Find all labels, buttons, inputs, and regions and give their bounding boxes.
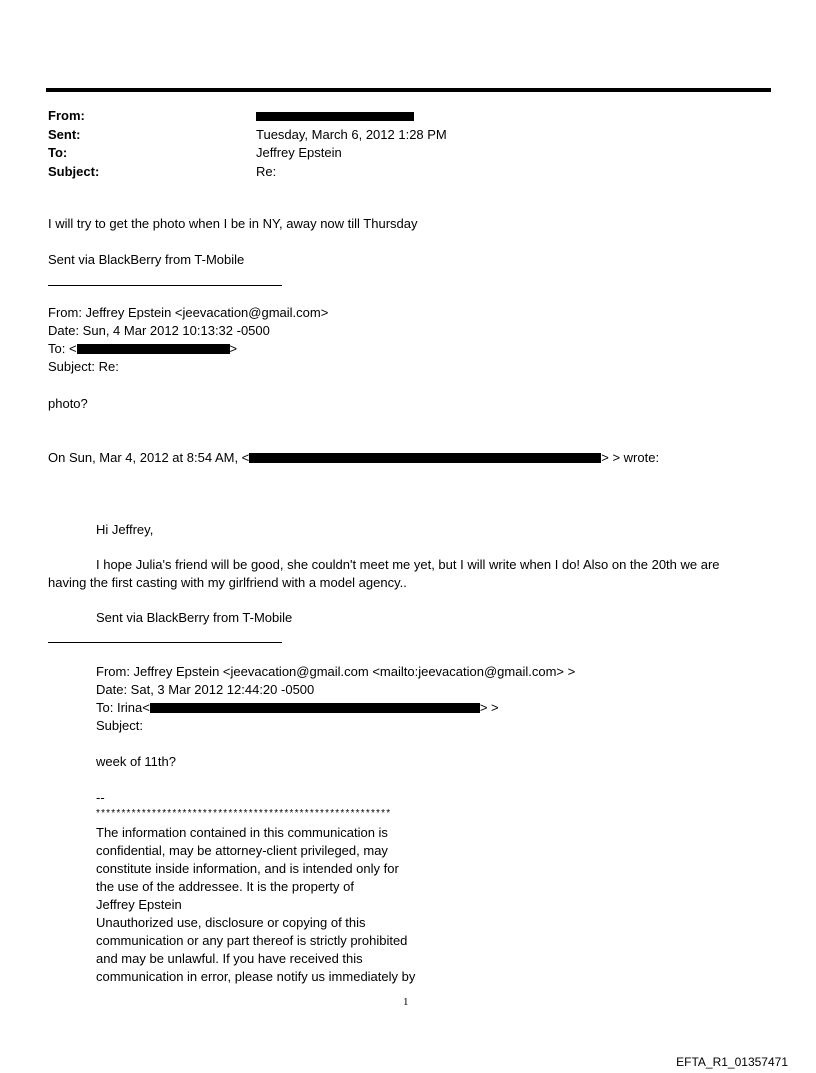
header-rule: [46, 88, 771, 92]
disclaimer-line: constitute inside information, and is intended only for: [96, 861, 399, 876]
quoted-paragraph-line1: I hope Julia's friend will be good, she couldn't meet me yet, but I will write when I do! Also on the 20th we are: [96, 557, 720, 572]
to-value: Jeffrey Epstein: [256, 145, 342, 160]
on-wrote-prefix: On Sun, Mar 4, 2012 at 8:54 AM, <: [48, 450, 250, 465]
reply1-body: photo?: [48, 396, 88, 411]
disclaimer-line: Unauthorized use, disclosure or copying of this: [96, 915, 366, 930]
reply1-subject: Subject: Re:: [48, 359, 119, 374]
subject-label: Subject:: [48, 163, 100, 179]
disclaimer-line: communication in error, please notify us immediately by: [96, 969, 416, 984]
quoted-greeting: Hi Jeffrey,: [96, 522, 154, 537]
redaction-bar: [249, 453, 601, 463]
separator-line: [48, 642, 282, 643]
disclaimer-stars: **********************************************************: [96, 808, 392, 819]
disclaimer-line: confidential, may be attorney-client privileged, may: [96, 843, 388, 858]
reply2-to-suffix: > >: [479, 700, 499, 715]
quoted-signature: Sent via BlackBerry from T-Mobile: [96, 610, 293, 625]
reply1-to-prefix: To: <: [48, 341, 77, 356]
subject-value: Re:: [256, 163, 277, 179]
page-number: 1: [403, 996, 409, 1008]
reply1-from: From: Jeffrey Epstein <jeevacation@gmail.com>: [48, 305, 329, 320]
from-value-redacted: [256, 108, 414, 123]
disclaimer-text: [96, 824, 415, 986]
disclaimer-line: communication or any part thereof is strictly prohibited: [96, 933, 408, 948]
reply2-from: From: Jeffrey Epstein <jeevacation@gmail.com <mailto:jeevacation@gmail.com> >: [96, 664, 576, 679]
reply2-subject: Subject:: [96, 718, 143, 733]
reply2-body: week of 11th?: [96, 754, 176, 769]
redaction-bar: [150, 703, 480, 713]
body-line: I will try to get the photo when I be in NY, away now till Thursday: [48, 216, 418, 231]
disclaimer-line: the use of the addressee. It is the property of: [96, 879, 354, 894]
sent-value: Tuesday, March 6, 2012 1:28 PM: [256, 126, 447, 142]
body-signature: Sent via BlackBerry from T-Mobile: [48, 252, 245, 267]
reply1-on-wrote: [48, 449, 659, 467]
to-label: To:: [48, 145, 68, 160]
reply2-dashes: --: [96, 790, 105, 805]
sent-label: Sent:: [48, 126, 81, 142]
disclaimer-line: Jeffrey Epstein: [96, 897, 182, 912]
reply2-to: [96, 699, 499, 717]
reply1-date: Date: Sun, 4 Mar 2012 10:13:32 -0500: [48, 323, 270, 338]
disclaimer-line: and may be unlawful. If you have received this: [96, 951, 363, 966]
reply1-to-suffix: >: [229, 341, 238, 356]
reply1-to: [48, 340, 237, 358]
reply2-to-prefix: To: Irina<: [96, 700, 150, 715]
separator-line: [48, 285, 282, 286]
from-label: From:: [48, 108, 85, 123]
on-wrote-suffix: > > wrote:: [601, 450, 660, 465]
quoted-paragraph-line2: having the first casting with my girlfriend with a model agency..: [48, 575, 407, 590]
redaction-bar: [77, 344, 230, 354]
reply2-date: Date: Sat, 3 Mar 2012 12:44:20 -0500: [96, 682, 315, 697]
bates-number: EFTA_R1_01357471: [676, 1055, 788, 1069]
disclaimer-line: The information contained in this communication is: [96, 825, 388, 840]
